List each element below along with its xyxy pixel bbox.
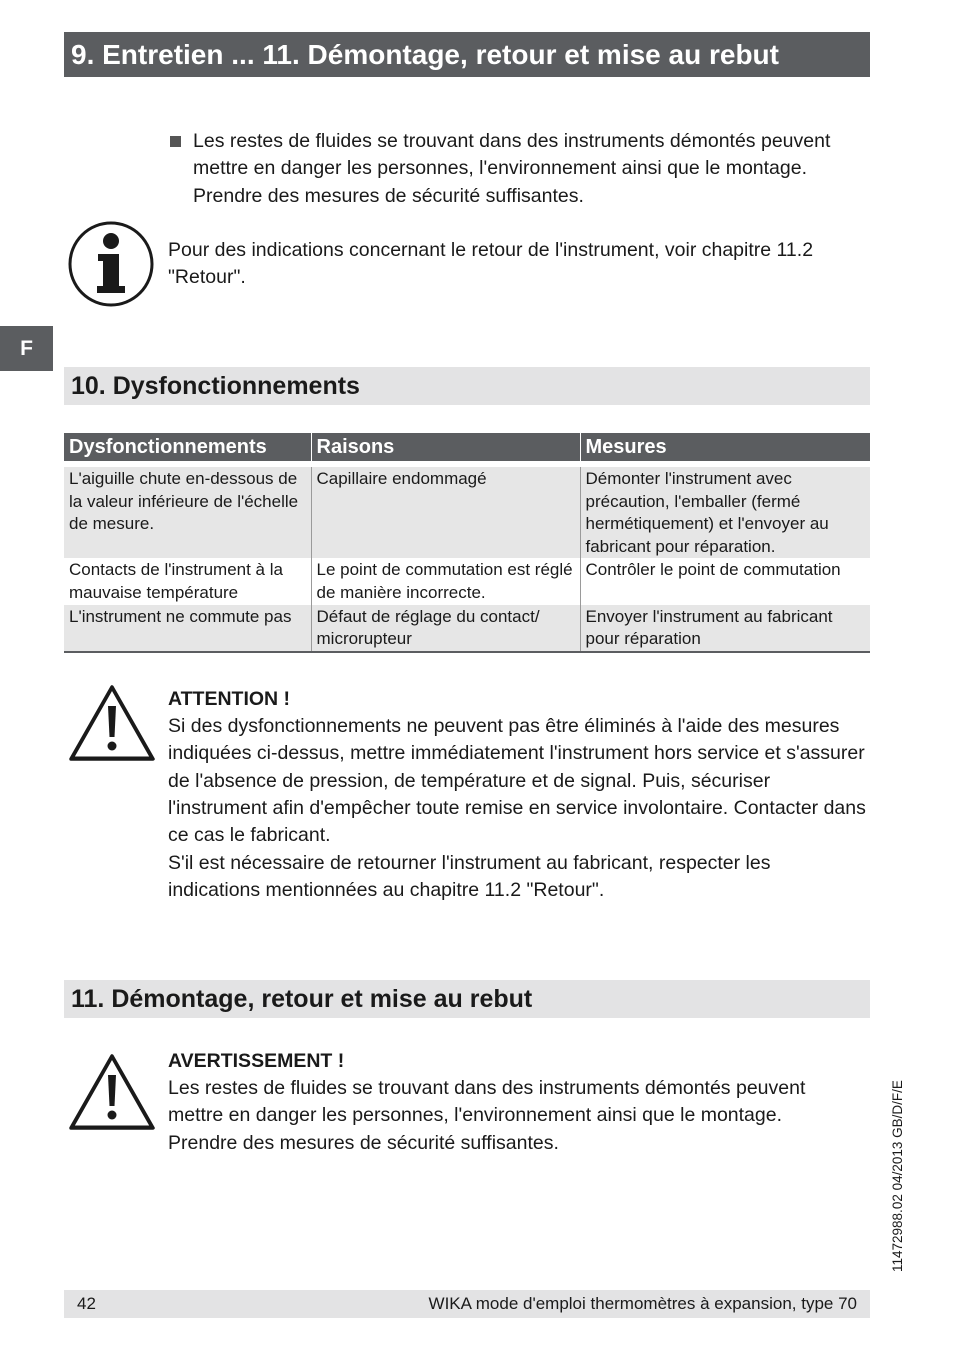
warning-text: Les restes de fluides se trouvant dans des instruments démontés peuvent mettre en danger les personnes, l'environnement ainsi que le montage. Prendre des mesures de sécurité suffisantes. bbox=[168, 1077, 806, 1154]
column-header: Raisons bbox=[311, 433, 580, 461]
table-cell: Envoyer l'instrument au fabricant pour réparation bbox=[580, 605, 870, 652]
warning-heading: AVERTISSEMENT ! bbox=[168, 1050, 345, 1072]
table-row bbox=[64, 605, 870, 652]
troubleshooting-table bbox=[64, 433, 870, 653]
page-title: 9. Entretien ... 11. Démontage, retour et mise au rebut bbox=[64, 32, 870, 77]
table-cell: L'aiguille chute en-dessous de la valeur inférieure de l'échelle de mesure. bbox=[64, 467, 311, 558]
page-number: 42 bbox=[77, 1294, 96, 1313]
info-note-text: Pour des indications concernant le retour de l'instrument, voir chapitre 11.2 "Retour". bbox=[168, 239, 814, 289]
table-cell: L'instrument ne commute pas bbox=[64, 605, 311, 652]
attention-text: Si des dysfonctionnements ne peuvent pas être éliminés à l'aide des mesures indiquées ci-dessus, mettre immédiatement l'instrument hors service et s'assurer de l'absence de pression, de température et de signal. Puis, sécuriser l'instrument afin d'empêcher toute remise en service involontaire. Contacter dans ce cas le fabricant. bbox=[168, 715, 866, 847]
warning-triangle-icon bbox=[68, 684, 156, 762]
column-header: Mesures bbox=[580, 433, 870, 461]
table-cell: Capillaire endommagé bbox=[311, 467, 580, 558]
table-header-row bbox=[64, 433, 870, 461]
info-icon bbox=[67, 220, 155, 308]
table-cell: Démonter l'instrument avec précaution, l'emballer (fermé hermétiquement) et l'envoyer au fabricant pour réparation. bbox=[580, 467, 870, 558]
language-tab: F bbox=[0, 326, 53, 371]
footer-title: WIKA mode d'emploi thermomètres à expansion, type 70 bbox=[428, 1294, 857, 1313]
table-cell: Contrôler le point de commutation bbox=[580, 558, 870, 604]
attention-heading: ATTENTION ! bbox=[168, 688, 291, 710]
table-cell: Contacts de l'instrument à la mauvaise température bbox=[69, 560, 283, 602]
section-10-heading: 10. Dysfonctionnements bbox=[64, 367, 870, 405]
table-row bbox=[64, 467, 870, 558]
table-cell: Le point de commutation est réglé de manière incorrecte. bbox=[311, 558, 580, 604]
table-row bbox=[64, 558, 870, 604]
column-header: Dysfonctionnements bbox=[64, 433, 311, 461]
section-11-heading: 11. Démontage, retour et mise au rebut bbox=[64, 980, 870, 1018]
safety-bullet-text: Les restes de fluides se trouvant dans des instruments démontés peuvent mettre en danger les personnes, l'environnement ainsi que le montage. Prendre des mesures de sécurité suffisantes. bbox=[193, 130, 831, 207]
document-code: 11472988.02 04/2013 GB/D/F/E bbox=[890, 1080, 905, 1272]
table-cell: Défaut de réglage du contact/ microrupteur bbox=[311, 605, 580, 652]
bullet-square-icon bbox=[170, 136, 181, 147]
warning-triangle-icon bbox=[68, 1053, 156, 1131]
attention-return-text: S'il est nécessaire de retourner l'instrument au fabricant, respecter les indications mentionnées au chapitre 11.2 "Retour". bbox=[168, 852, 771, 902]
page-footer bbox=[64, 1290, 870, 1318]
